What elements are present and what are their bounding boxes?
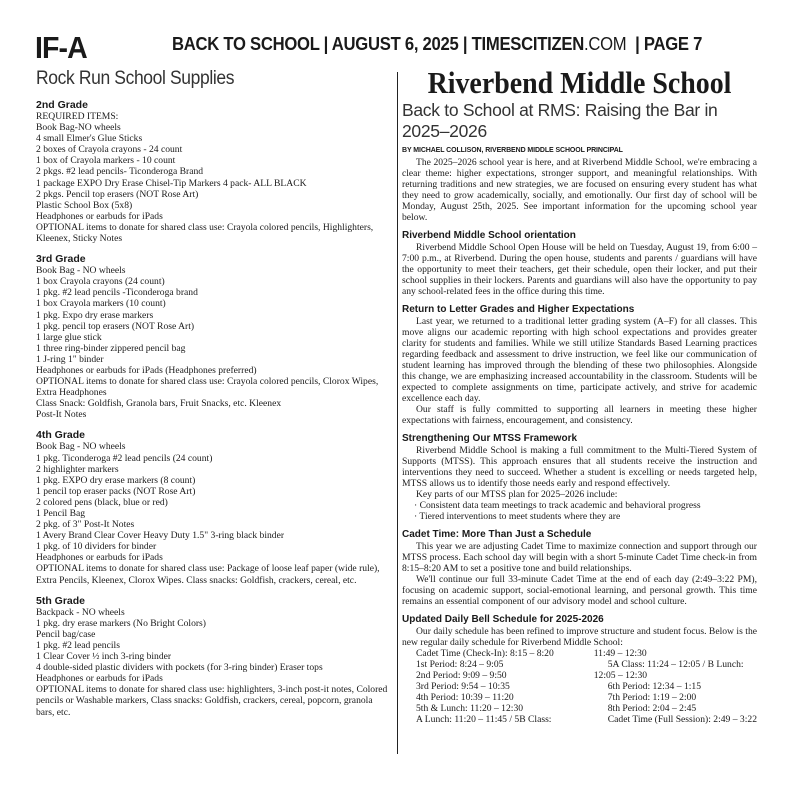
supply-item: 4 small Elmer's Glue Sticks [36,133,143,145]
paragraph: Key parts of our MTSS plan for 2025–2026 include: [416,489,618,500]
bullet-marker: · [414,511,420,522]
supply-item: OPTIONAL items to donate for shared class use: Crayola colored pencils, Clorox Wipes, Extra Headphones [36,376,379,399]
supply-item: 1 Avery Brand Clear Cover Heavy Duty 1.5" 3-ring black binder [36,530,285,542]
supply-item: Book Bag - NO wheels [36,441,126,453]
supply-item: 2 pkgs. #2 lead pencils- Ticonderoga Brand [36,166,204,178]
supply-item: Post-It Notes [36,409,87,421]
supply-item: 2 pkgs. Pencil top erasers (NOT Rose Art) [36,188,199,200]
grade-heading: 3rd Grade [36,253,86,266]
supply-item: Book Bag-NO wheels [36,122,121,134]
paragraph: Our daily schedule has been refined to improve structure and student focus. Below is the new regular daily schedule for Riverbend Middle School: [402,626,757,648]
supply-item: Headphones or earbuds for iPads [36,552,163,564]
grade-list [36,595,392,718]
supply-item: 1 pkg. dry erase markers (No Bright Colors) [36,617,206,629]
supply-item: 1 J-ring 1" binder [36,353,104,365]
schedule-line: 5th & Lunch: 11:20 – 12:30 [416,703,524,714]
banner-main: BACK TO SCHOOL | AUGUST 6, 2025 | TIMESCITIZEN [172,33,584,54]
section-heading: Riverbend Middle School orientation [402,230,576,241]
supply-item: 4 double-sided plastic dividers with pockets (for 3-ring binder) Eraser tops [36,662,323,674]
schedule-line: Cadet Time (Check-In): 8:15 – 8:20 [416,648,554,659]
paragraph: Riverbend Middle School Open House will be held on Tuesday, August 19, from 6:00 – 7:00 p.m., at Riverbend. During the open house, students and parents / guardians will have the opportunity to meet their teachers, get their schedule, open their locker, and put their school supplies in their lockers. Parents and guardians will also have the opportunity to pay any school-related fees in the office during this time. [402,242,757,297]
supply-item: 1 three ring-binder zippered pencil bag [36,342,186,354]
schedule-line: 8th Period: 2:04 – 2:45 [607,703,697,714]
schedule-line: Cadet Time (Full Session): 2:49 – 3:22 [607,714,757,725]
supply-item: 1 box Crayola crayons (24 count) [36,276,165,288]
supply-item: Pencil bag/case [36,628,96,640]
schedule-line: 4th Period: 10:39 – 11:20 [416,692,514,703]
supply-item: REQUIRED ITEMS: [36,111,119,122]
supply-item: Class Snack: Goldfish, Granola bars, Fruit Snacks, etc. Kleenex [36,398,282,410]
supply-item: 1 Clear Cover ½ inch 3-ring binder [36,651,172,663]
article-sections [402,230,757,648]
paragraph: Riverbend Middle School is making a full commitment to the Multi-Tiered System of Supports (MTSS). This approach ensures that all students receive the instruction and interventions they need to succeed. Whether a student is excelling or needs targeted help, MTSS allows us to identify those needs early and respond effectively. [402,445,757,489]
paragraph: Last year, we returned to a traditional letter grading system (A–F) for all classes. This move aligns our academic reporting with high school expectations and provides greater clarity for students and families. While we still utilize Standards Based Learning practices regarding feedback and assessment to drive instruction, we feel like our communication of student learning has improved through the blending of these two philosophies. Alongside this change, we are emphasizing increased accountability in the classroom. Students will be expected to complete assignments on time, participate actively, and strive for academic excellence each day. [402,316,757,404]
grade-list [36,99,392,244]
schedule-line: 5A Class: 11:24 – 12:05 / B Lunch: [607,659,744,670]
supply-item: Backpack - NO wheels [36,606,125,618]
supplies-title: Rock Run School Supplies [36,68,235,89]
paragraph: This year we are adjusting Cadet Time to maximize connection and support through our MTSS process. Each school day will begin with a short 5-minute Cadet Time check-in from 8:15–8:20 AM to set a positive tone and build relationships. [402,541,757,574]
article-title: Riverbend Middle School [427,65,732,100]
supply-item: 1 package EXPO Dry Erase Chisel-Tip Markers 4 pack- ALL BLACK [36,177,307,189]
supply-item: 1 pkg. Expo dry erase markers [36,309,154,321]
bullet-item [402,511,757,522]
grade-list [36,429,392,585]
bullet-item [402,500,757,511]
supply-item: 1 box Crayola markers (10 count) [36,298,166,310]
schedule-line: 12:05 – 12:30 [593,670,648,681]
paragraph: We'll continue our full 33-minute Cadet Time at the end of each day (2:49–3:22 PM), focusing on academic support, social-emotional learning, and personal growth. This time remains an essential component of our advisory model and school culture. [402,574,757,607]
grade-list [36,253,392,420]
supply-item: 1 pencil top eraser packs (NOT Rose Art) [36,485,196,497]
supplies-column [36,68,392,727]
supply-item: Book Bag - NO wheels [36,265,126,277]
supply-item: 1 Pencil Bag [36,508,86,519]
bell-schedule [402,648,757,725]
byline: BY MICHAEL COLLISON, RIVERBEND MIDDLE SCHOOL PRINCIPAL [402,147,623,154]
schedule-line: 6th Period: 12:34 – 1:15 [607,681,702,692]
grade-heading: 2nd Grade [36,99,88,111]
supply-item: OPTIONAL items to donate for shared class use: Package of loose leaf paper (wide rule), Extra Pencils, Kleenex, Clorox Wipes. Class snacks: Goldfish, crackers, cereal, etc. [36,563,380,586]
schedule-line: 11:49 – 12:30 [593,648,647,659]
section-heading: Return to Letter Grades and Higher Expectations [402,304,635,315]
grade-heading: 4th Grade [36,429,86,442]
section-heading: Strengthening Our MTSS Framework [402,433,578,444]
schedule-line: A Lunch: 11:20 – 11:45 / 5B Class: [416,714,552,725]
supply-item: 1 pkg. Ticonderoga #2 lead pencils (24 count) [36,452,213,464]
banner-page: | PAGE 7 [626,33,703,54]
bullet-marker: · [414,500,420,511]
schedule-line: 3rd Period: 9:54 – 10:35 [416,681,510,692]
supply-item: 2 colored pens (black, blue or red) [36,496,168,508]
supply-item: Headphones or earbuds for iPads [36,210,163,222]
article-column [402,66,757,725]
supply-item: OPTIONAL items to donate for shared class use: Crayola colored pencils, Highlighters, Kleenex, Sticky Notes [36,221,374,245]
supply-item: 1 large glue stick [36,331,102,343]
section-label: IF-A [35,30,87,65]
page-banner [172,33,702,55]
supply-item: OPTIONAL items to donate for shared class use: highlighters, 3-inch post-it notes, Colored pencils or Washable markers, Class snacks: Goldfish, crackers, cereal, popcorn, granola bars, etc. [36,684,388,718]
article-subtitle: Back to School at RMS: Raising the Bar in 2025–2026 [402,100,718,141]
supply-item: 1 box of Crayola markers - 10 count [36,155,176,167]
schedule-column-2 [594,648,757,725]
supply-item: 1 pkg. EXPO dry erase markers (8 count) [36,474,196,486]
supply-item: 1 pkg. #2 lead pencils -Ticonderoga brand [36,287,198,299]
supply-item: Plastic School Box (5x8) [36,199,133,211]
schedule-line: 7th Period: 1:19 – 2:00 [607,692,697,703]
supply-item: 2 boxes of Crayola crayons - 24 count [36,144,183,156]
supply-item: 2 pkg. of 3" Post-It Notes [36,519,135,531]
bullet-text: Consistent data team meetings to track academic and behavioral progress [419,500,701,511]
supply-item: Headphones or earbuds for iPads (Headphones preferred) [36,364,257,376]
schedule-column-1 [402,648,594,725]
supply-item: Headphones or earbuds for iPads [36,673,163,685]
intro-paragraph: The 2025–2026 school year is here, and at Riverbend Middle School, we're embracing a clear theme: higher expectations, stronger support, and meaningful relationships. With returning traditions and new strategies, we are focused on ensuring every student has what they need to grow academically, socially, and emotionally. Our first day of school will be Monday, August 25th, 2025. See important information for the upcoming school year below. [402,157,757,223]
supply-item: 1 pkg. #2 lead pencils [36,639,120,651]
supply-item: 1 pkg. of 10 dividers for binder [36,541,157,553]
grade-lists [36,99,392,718]
schedule-line: 2nd Period: 9:09 – 9:50 [416,670,507,681]
column-divider [397,72,398,754]
supply-item: 2 highlighter markers [36,463,119,475]
bullet-text: Tiered interventions to meet students where they are [419,511,621,522]
grade-heading: 5th Grade [36,594,86,607]
banner-domain: .COM [583,33,627,54]
section-heading: Updated Daily Bell Schedule for 2025-2026 [402,614,604,625]
supply-item: 1 pkg. pencil top erasers (NOT Rose Art) [36,320,195,332]
paragraph: Our staff is fully committed to supporting all learners in meeting these higher expectations with fairness, encouragement, and consistency. [402,404,757,426]
section-heading: Cadet Time: More Than Just a Schedule [402,529,592,540]
schedule-line: 1st Period: 8:24 – 9:05 [416,659,504,670]
